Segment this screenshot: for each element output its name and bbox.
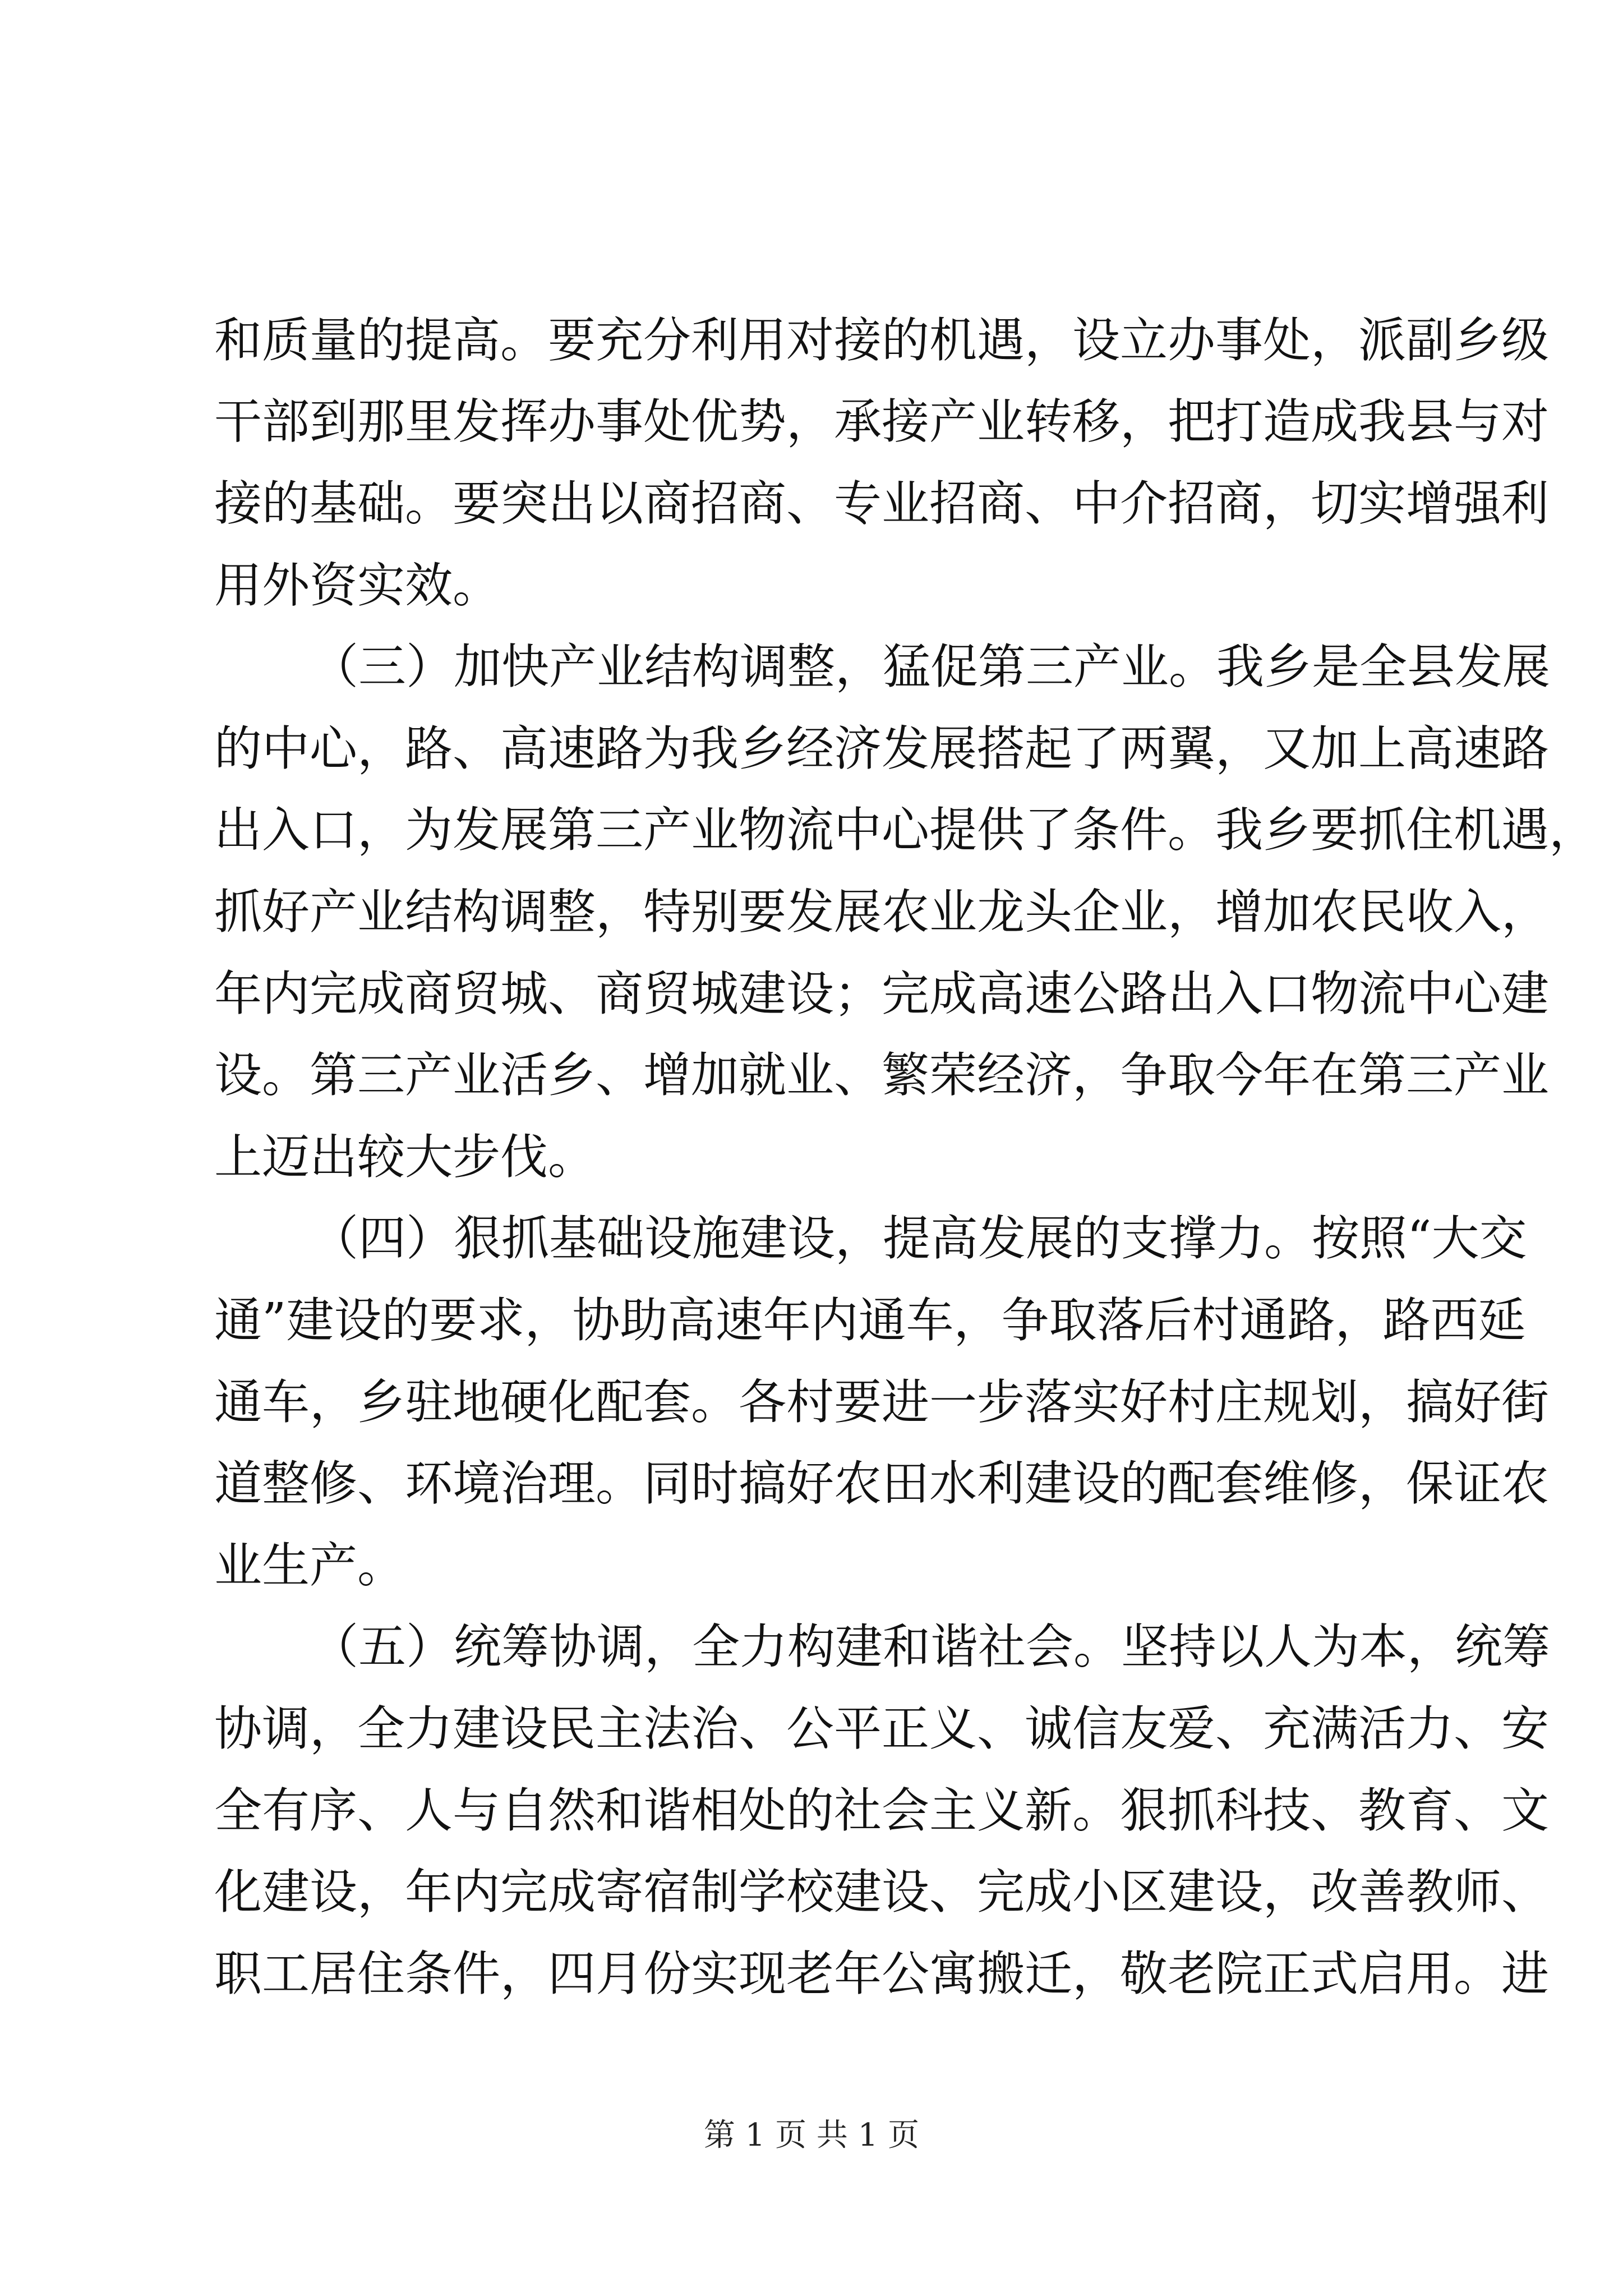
body-line-14: 通车，乡驻地硬化配套。各村要进一步落实好村庄规划，搞好街 [214,1375,1550,1430]
body-line-4: 用外资实效。 [214,558,501,614]
body-line-18: 协调，全力建设民主法治、公平正义、诚信友爱、充满活力、安 [214,1701,1550,1757]
body-line-6: 的中心，路、高速路为我乡经济发展搭起了两翼，又加上高速路 [214,721,1550,777]
body-line-9: 年内完成商贸城、商贸城建设；完成高速公路出入口物流中心建 [214,967,1550,1022]
body-line-16: 业生产。 [214,1538,405,1594]
section-3-heading-line: （三）加快产业结构调整，猛促第三产业。我乡是全县发展 [311,639,1551,695]
section-4-heading-line: （四）狠抓基础设施建设，提高发展的支撑力。按照“大交 [311,1211,1527,1267]
section-5-heading-line: （五）统筹协调，全力构建和谐社会。坚持以人为本，统筹 [311,1619,1551,1675]
body-line-1: 和质量的提高。要充分利用对接的机遇，设立办事处，派副乡级 [214,313,1550,369]
page-number-footer: 第 1 页 共 1 页 [703,2117,920,2154]
body-line-21: 职工居住条件，四月份实现老年公寓搬迁，敬老院正式启用。进 [214,1947,1550,2002]
body-line-7: 出入口，为发展第三产业物流中心提供了条件。我乡要抓住机遇， [214,803,1597,858]
body-line-13: 通”建设的要求，协助高速年内通车，争取落后村通路，路西延 [214,1293,1526,1349]
body-line-10: 设。第三产业活乡、增加就业、繁荣经济，争取今年在第三产业 [214,1048,1550,1103]
body-line-20: 化建设，年内完成寄宿制学校建设、完成小区建设，改善教师、 [214,1865,1550,1920]
body-line-2: 干部到那里发挥办事处优势，承接产业转移，把打造成我县与对 [214,394,1550,450]
body-line-15: 道整修、环境治理。同时搞好农田水利建设的配套维修，保证农 [214,1456,1550,1512]
body-line-3: 接的基础。要突出以商招商、专业招商、中介招商，切实增强利 [214,476,1550,532]
body-line-8: 抓好产业结构调整，特别要发展农业龙头企业，增加农民收入， [214,885,1550,940]
body-line-11: 上迈出较大步伐。 [214,1130,596,1185]
body-line-19: 全有序、人与自然和谐相处的社会主义新。狠抓科技、教育、文 [214,1783,1550,1839]
